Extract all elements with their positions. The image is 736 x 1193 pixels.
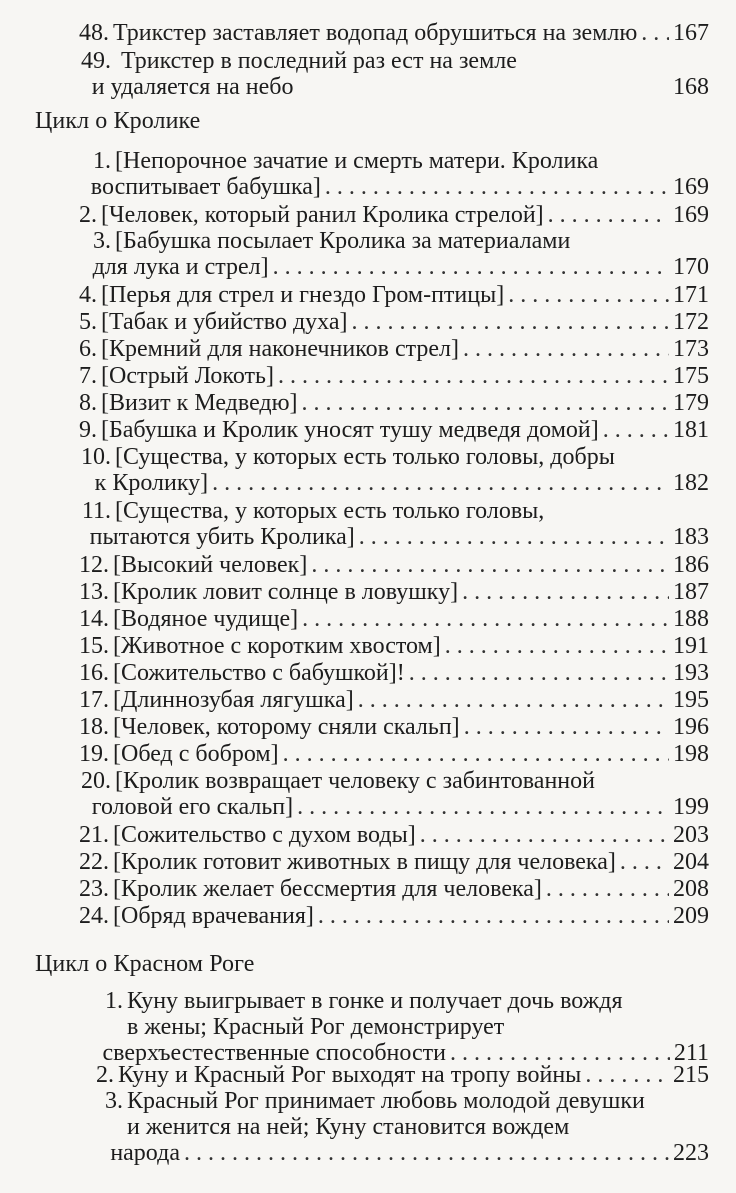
page-number: 196 <box>673 714 709 740</box>
entry-title: [Кремний для наконечников стрел] <box>101 336 460 362</box>
dot-leader <box>311 552 669 578</box>
entry-title-continued: воспитывает бабушка] <box>90 174 321 200</box>
entry-number: 21. <box>79 822 109 848</box>
entry-number: 6. <box>79 336 97 362</box>
entry-title: [Перья для стрел и гнездо Гром-птицы] <box>101 282 505 308</box>
dot-leader <box>546 876 669 902</box>
entry-title-continued: сверхъестественные способности <box>102 1040 446 1066</box>
entry-number: 14. <box>79 606 109 632</box>
section-title: Цикл о Кролике <box>35 108 201 134</box>
page-number: 169 <box>673 202 709 228</box>
page-number: 209 <box>673 903 709 929</box>
entry-title: Куну и Красный Рог выходят на тропу войны <box>118 1062 582 1088</box>
entry-title: [Сожительство с бабушкой]! <box>113 660 405 686</box>
entry-number: 3. <box>105 1088 123 1114</box>
entry-title-continued: пытаются убить Кролика] <box>89 524 355 550</box>
entry-title: [Кролик готовит животных в пищу для человека] <box>113 849 616 875</box>
entry-number: 2. <box>96 1062 114 1088</box>
entry-number: 1. <box>93 148 111 174</box>
entry-title: [Человек, которому сняли скальп] <box>113 714 460 740</box>
toc-entry <box>79 687 709 713</box>
dot-leader <box>603 417 669 443</box>
toc-entry <box>79 309 709 335</box>
entry-title: [Существа, у которых есть только головы, <box>115 498 545 524</box>
entry-number: 12. <box>79 552 109 578</box>
page-number: 204 <box>673 849 709 875</box>
dot-leader <box>302 390 669 416</box>
entry-title-continued: и женится на ней; Куну становится вождем <box>127 1114 570 1140</box>
entry-number: 5. <box>79 309 97 335</box>
page-number: 199 <box>673 794 709 820</box>
toc-entry <box>79 20 709 46</box>
page-number: 187 <box>673 579 709 605</box>
dot-leader <box>302 606 669 632</box>
entry-number: 17. <box>79 687 109 713</box>
toc-entry <box>79 633 709 659</box>
entry-number: 18. <box>79 714 109 740</box>
toc-entry <box>79 579 709 605</box>
entry-title-continued: для лука и стрел] <box>92 254 269 280</box>
entry-title: [Длиннозубая лягушка] <box>113 687 354 713</box>
entry-number: 16. <box>79 660 109 686</box>
dot-leader <box>212 470 669 496</box>
page-number: 175 <box>673 363 709 389</box>
entry-number: 10. <box>81 444 111 470</box>
entry-title-continued: народа <box>110 1140 180 1166</box>
page-number: 223 <box>673 1140 709 1166</box>
entry-title: [Человек, который ранил Кролика стрелой] <box>101 202 544 228</box>
page-number: 171 <box>673 282 709 308</box>
dot-leader <box>464 714 669 740</box>
dot-leader <box>463 336 669 362</box>
page-number: 183 <box>673 524 709 550</box>
dot-leader <box>325 174 669 200</box>
entry-title: [Бабушка посылает Кролика за материалами <box>115 228 571 254</box>
dot-leader <box>278 363 669 389</box>
entry-title: [Обряд врачевания] <box>113 903 314 929</box>
entry-title-continued: в жены; Красный Рог демонстрирует <box>127 1014 505 1040</box>
entry-number: 20. <box>81 768 111 794</box>
dot-leader <box>445 633 669 659</box>
entry-number: 2. <box>79 202 97 228</box>
dot-leader <box>620 849 669 875</box>
entry-title: [Сожительство с духом воды] <box>113 822 416 848</box>
entry-title-continued: и удаляется на небо <box>91 74 294 100</box>
entry-number: 48. <box>79 20 109 46</box>
entry-title: [Высокий человек] <box>113 552 308 578</box>
dot-leader <box>318 903 669 929</box>
toc-entry <box>79 417 709 443</box>
entry-number: 19. <box>79 741 109 767</box>
page-number: 211 <box>673 1040 709 1066</box>
page-number: 193 <box>673 660 709 686</box>
section-title: Цикл о Красном Роге <box>35 951 255 977</box>
toc-entry <box>79 444 709 496</box>
entry-title: Красный Рог принимает любовь молодой девушки <box>127 1088 645 1114</box>
toc-entry <box>79 876 709 902</box>
toc-entry <box>79 498 709 550</box>
toc-entry <box>79 714 709 740</box>
entry-number: 7. <box>79 363 97 389</box>
dot-leader <box>184 1140 669 1166</box>
entry-title: [Бабушка и Кролик уносят тушу медведя домой] <box>101 417 599 443</box>
toc-entry <box>79 552 709 578</box>
entry-number: 49. <box>81 48 111 74</box>
entry-number: 11. <box>81 498 111 524</box>
page-number: 169 <box>673 174 709 200</box>
entry-title: [Кролик ловит солнце в ловушку] <box>113 579 459 605</box>
entry-title: Куну выигрывает в гонке и получает дочь вождя <box>127 988 623 1014</box>
entry-title: Трикстер в последний раз ест на земле <box>121 48 517 74</box>
entry-number: 23. <box>79 876 109 902</box>
entry-number: 15. <box>79 633 109 659</box>
dot-leader <box>273 254 669 280</box>
entry-title: [Водяное чудище] <box>113 606 299 632</box>
dot-leader <box>641 20 669 46</box>
toc-entry <box>79 822 709 848</box>
toc-entry <box>79 282 709 308</box>
entry-title: [Табак и убийство духа] <box>101 309 348 335</box>
dot-leader <box>508 282 669 308</box>
page-number: 208 <box>673 876 709 902</box>
entry-title: [Непорочное зачатие и смерть матери. Кролика <box>115 148 599 174</box>
page-number: 182 <box>673 470 709 496</box>
toc-entry <box>96 988 709 1066</box>
entry-number: 3. <box>93 228 111 254</box>
page-number: 215 <box>673 1062 709 1088</box>
page-number: 186 <box>673 552 709 578</box>
page-number: 203 <box>673 822 709 848</box>
toc-entry <box>79 363 709 389</box>
dot-leader <box>283 741 669 767</box>
dot-leader <box>297 794 669 820</box>
entry-title-continued: к Кролику] <box>94 470 209 496</box>
entry-number: 22. <box>79 849 109 875</box>
page-number: 195 <box>673 687 709 713</box>
entry-number: 4. <box>79 282 97 308</box>
page-number: 191 <box>673 633 709 659</box>
toc-entry <box>96 1088 709 1166</box>
page-number: 181 <box>673 417 709 443</box>
page-number: 172 <box>673 309 709 335</box>
entry-number: 9. <box>79 417 97 443</box>
entry-title: [Кролик желает бессмертия для человека] <box>113 876 542 902</box>
entry-number: 1. <box>105 988 123 1014</box>
entry-title: Трикстер заставляет водопад обрушиться на землю <box>113 20 638 46</box>
dot-leader <box>352 309 669 335</box>
toc-entry <box>79 202 709 228</box>
page-number: 188 <box>673 606 709 632</box>
toc-entry <box>79 768 709 820</box>
dot-leader <box>462 579 669 605</box>
page-number: 170 <box>673 254 709 280</box>
page-number: 198 <box>673 741 709 767</box>
toc-entry <box>79 849 709 875</box>
toc-entry <box>79 48 709 100</box>
entry-title: [Животное с коротким хвостом] <box>113 633 441 659</box>
toc-entry <box>96 1062 709 1088</box>
toc-entry <box>79 390 709 416</box>
toc-entry <box>79 660 709 686</box>
dot-leader <box>409 660 669 686</box>
entry-title: [Визит к Медведю] <box>101 390 298 416</box>
entry-number: 8. <box>79 390 97 416</box>
toc-entry <box>79 741 709 767</box>
entry-title: [Кролик возвращает человеку с забинтованной <box>115 768 595 794</box>
entry-title: [Обед с бобром] <box>113 741 279 767</box>
dot-leader <box>548 202 669 228</box>
toc-entry <box>79 228 709 280</box>
entry-number: 13. <box>79 579 109 605</box>
entry-title: [Острый Локоть] <box>101 363 274 389</box>
entry-title-continued: головой его скальп] <box>91 794 294 820</box>
dot-leader <box>359 524 669 550</box>
entry-number: 24. <box>79 903 109 929</box>
page-number: 168 <box>673 74 709 100</box>
page-number: 167 <box>673 20 709 46</box>
toc-entry <box>79 148 709 200</box>
toc-entry <box>79 336 709 362</box>
page-number: 173 <box>673 336 709 362</box>
page-number: 179 <box>673 390 709 416</box>
dot-leader <box>585 1062 669 1088</box>
toc-entry <box>79 903 709 929</box>
toc-entry <box>79 606 709 632</box>
entry-title: [Существа, у которых есть только головы, добры <box>115 444 615 470</box>
dot-leader <box>358 687 669 713</box>
dot-leader <box>420 822 669 848</box>
